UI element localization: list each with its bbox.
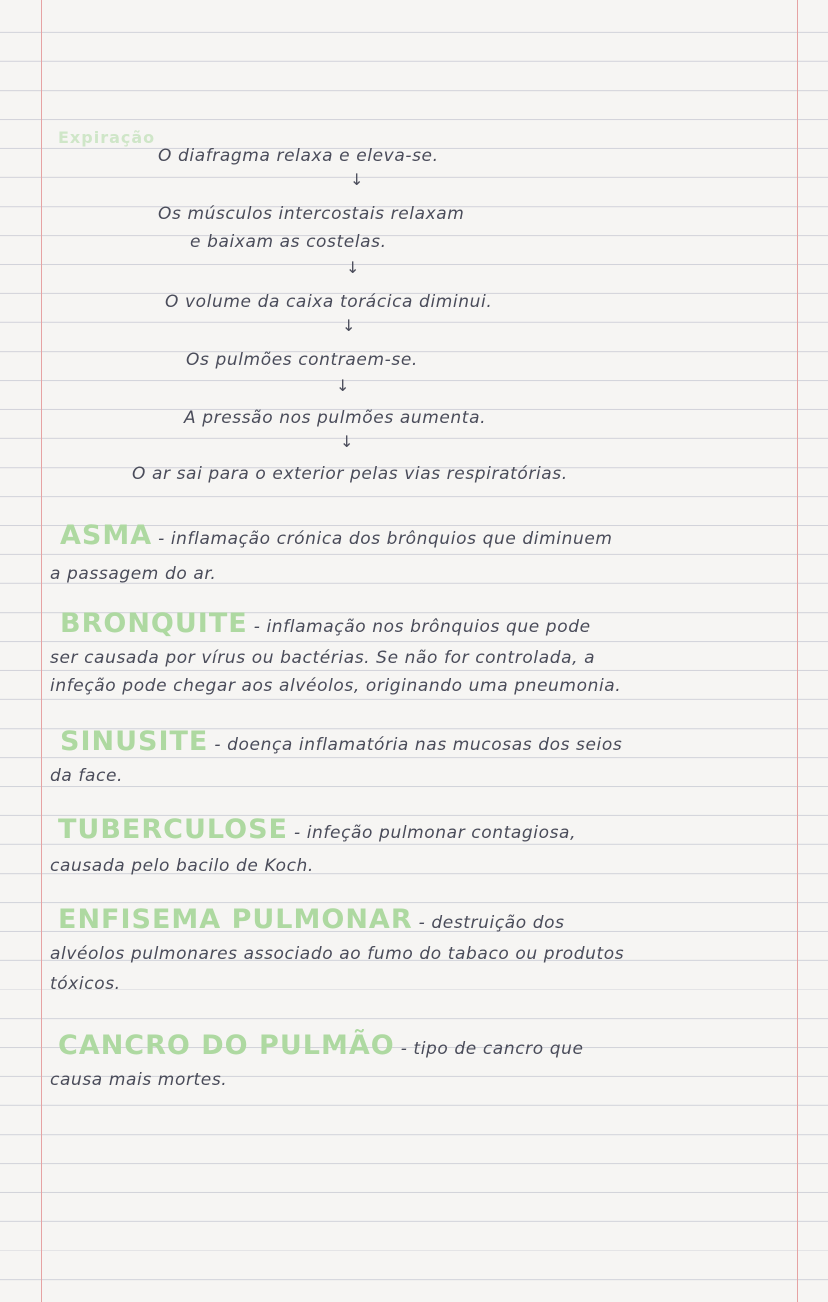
disease-description: da face. xyxy=(50,766,124,786)
step-5: A pressão nos pulmões aumenta. xyxy=(184,408,487,428)
disease-description: ser causada por vírus ou bactérias. Se não for controlada, a xyxy=(50,648,596,668)
disease-description: - inflamação crónica dos brônquios que diminuem xyxy=(158,529,613,549)
down-arrow-icon: ↓ xyxy=(350,170,364,189)
disease-sinusite xyxy=(60,726,622,757)
disease-description: causa mais mortes. xyxy=(50,1070,228,1090)
disease-title: CANCRO DO PULMÃO xyxy=(58,1030,395,1061)
disease-tuberculose xyxy=(58,814,576,845)
disease-description: - tipo de cancro que xyxy=(400,1039,584,1059)
step-1: O diafragma relaxa e eleva-se. xyxy=(158,146,439,166)
step-3: O volume da caixa torácica diminui. xyxy=(165,292,493,312)
disease-description: infeção pode chegar aos alvéolos, originando uma pneumonia. xyxy=(50,676,622,696)
disease-description: - destruição dos xyxy=(418,913,565,933)
disease-description: - infeção pulmonar contagiosa, xyxy=(294,823,577,843)
disease-asma xyxy=(60,520,613,551)
disease-title: SINUSITE xyxy=(60,726,209,757)
disease-enfisema xyxy=(58,904,565,935)
faint-heading: Expiração xyxy=(58,128,156,147)
left-margin-line xyxy=(41,0,42,1302)
down-arrow-icon: ↓ xyxy=(336,376,350,395)
disease-description: alvéolos pulmonares associado ao fumo do tabaco ou produtos xyxy=(50,944,625,964)
disease-title: BRONQUITE xyxy=(60,608,248,639)
disease-title: ENFISEMA PULMONAR xyxy=(58,904,413,935)
down-arrow-icon: ↓ xyxy=(346,258,360,277)
disease-cancro xyxy=(58,1030,584,1061)
step-2a: Os músculos intercostais relaxam xyxy=(158,204,465,224)
down-arrow-icon: ↓ xyxy=(340,432,354,451)
disease-title: ASMA xyxy=(60,520,153,551)
disease-bronquite xyxy=(60,608,591,639)
right-margin-line xyxy=(797,0,798,1302)
step-2b: e baixam as costelas. xyxy=(190,232,387,252)
disease-description: - doença inflamatória nas mucosas dos seios xyxy=(214,735,623,755)
step-6: O ar sai para o exterior pelas vias respiratórias. xyxy=(132,464,568,484)
disease-description: tóxicos. xyxy=(50,974,121,994)
disease-description: causada pelo bacilo de Koch. xyxy=(50,856,314,876)
step-4: Os pulmões contraem-se. xyxy=(186,350,418,370)
down-arrow-icon: ↓ xyxy=(342,316,356,335)
disease-title: TUBERCULOSE xyxy=(58,814,288,845)
disease-description: - inflamação nos brônquios que pode xyxy=(253,617,591,637)
disease-description: a passagem do ar. xyxy=(50,564,217,584)
